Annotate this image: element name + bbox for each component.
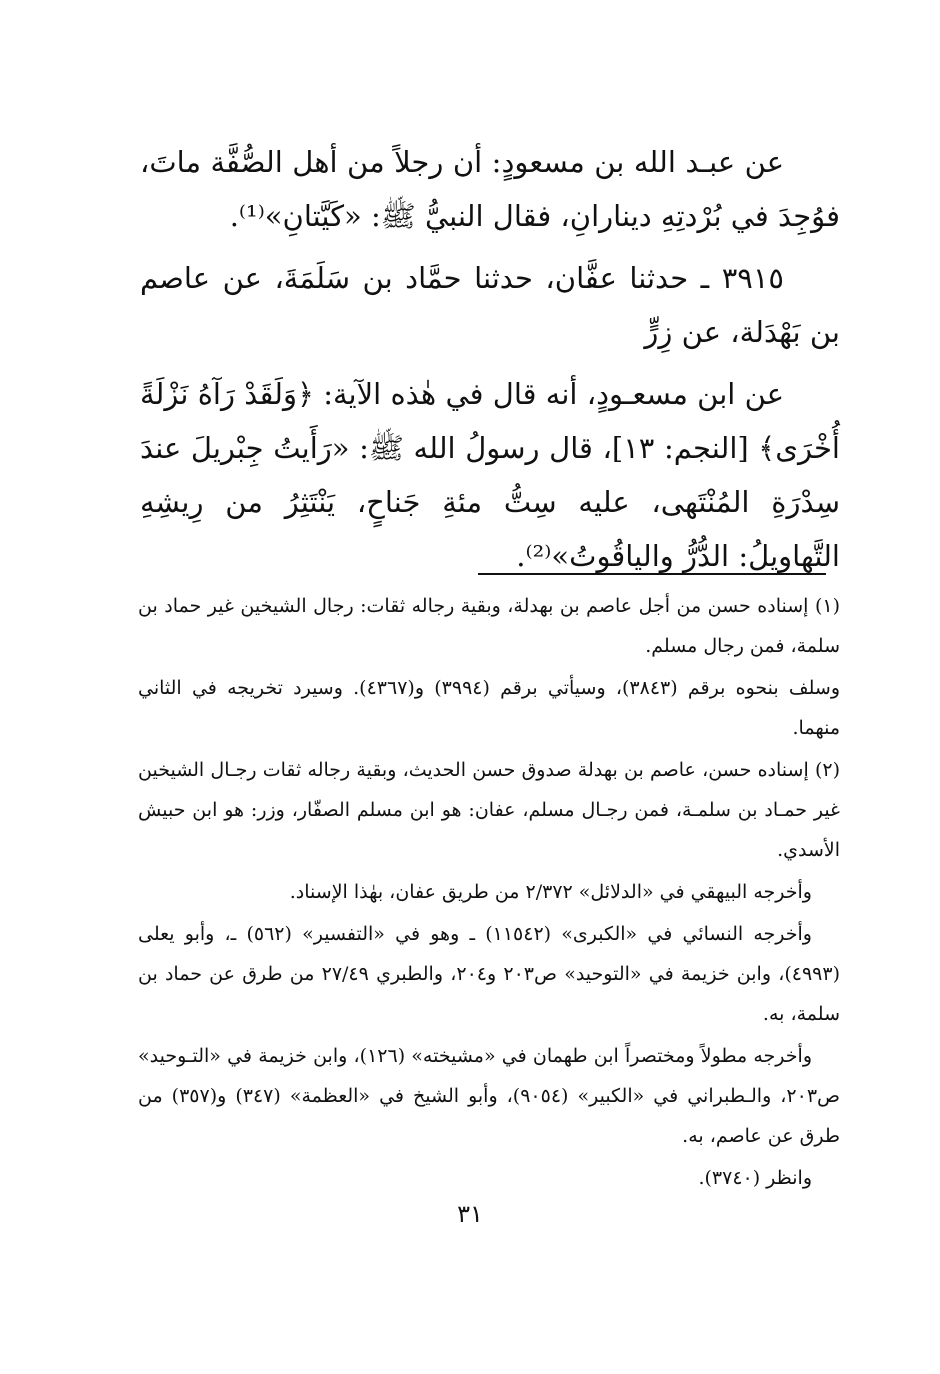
footnotes xyxy=(138,586,840,1200)
hadith-text-1: عن عبـد الله بن مسعودٍ: أن رجلاً من أهل الصُّفَّة ماتَ، فوُجِدَ في بُرْدتِهِ دينارانِ، فقال النبيُّ ﷺ: «كَيَّتانِ»⁽¹⁾. xyxy=(140,145,840,233)
page-number: ٣١ xyxy=(457,1200,483,1228)
footnote-2-see-also: وانظر (٣٧٤٠). xyxy=(698,1167,812,1189)
main-text xyxy=(140,135,840,583)
footnote-2: (٢) إسناده حسن، عاصم بن بهدلة صدوق حسن الحديث، وبقية رجاله ثقات رجـال الشيخين غير حمـاد بن سلمـة، فمن رجـال مسلم، عفان: هو ابن مسلم الصفّار، وزر: هو ابن حبيش الأسدي. xyxy=(138,759,840,861)
isnad-3915: ٣٩١٥ ـ حدثنا عفَّان، حدثنا حمَّاد بن سَلَمَةَ، عن عاصم بن بَهْدَلة، عن زِرٍّ xyxy=(140,261,840,349)
footnote-1: (١) إسناده حسن من أجل عاصم بن بهدلة، وبقية رجاله ثقات: رجال الشيخين غير حماد بن سلمة، فمن رجال مسلم. xyxy=(138,595,840,657)
footnote-2-takhrij-2: وأخرجه النسائي في «الكبرى» (١١٥٤٢) ـ وهو في «التفسير» (٥٦٢) ـ، وأبو يعلى (٤٩٩٣)، وابن خزيمة في «التوحيد» ص٢٠٣ و٢٠٤، والطبري ٢٧/٤٩ من طرق عن حماد بن سلمة، به. xyxy=(138,923,841,1025)
footnote-1-cont: وسلف بنحوه برقم (٣٨٤٣)، وسيأتي برقم (٣٩٩٤) و(٤٣٦٧). وسيرد تخريجه في الثاني منهما. xyxy=(138,677,840,739)
hadith-text-3915: عن ابن مسعـودٍ، أنه قال في هٰذه الآية: ﴿وَلَقَدْ رَآهُ نَزْلَةً أُخْرَى﴾ [النجم: ١٣]، قال رسولُ الله ﷺ: «رَأَيتُ جِبْريلَ عندَ سِدْرَةِ المُنْتَهى، عليه سِتُّ مئةِ جَناحٍ، يَنْتَثِرُ من رِيشِهِ التَّهاويلُ: الدُّرُّ والياقُوتُ»⁽²⁾. xyxy=(140,377,840,573)
footnote-separator xyxy=(478,573,826,575)
footnote-2-takhrij-1: وأخرجه البيهقي في «الدلائل» ٢/٣٧٢ من طريق عفان، بهٰذا الإسناد. xyxy=(289,881,812,903)
footnote-2-takhrij-3: وأخرجه مطولاً ومختصراً ابن طهمان في «مشيخته» (١٢٦)، وابن خزيمة في «التـوحيد» ص٢٠٣، والـطبراني في «الكبير» (٩٠٥٤)، وأبو الشيخ في «العظمة» (٣٤٧) و(٣٥٧) من طرق عن عاصم، به. xyxy=(138,1045,841,1147)
